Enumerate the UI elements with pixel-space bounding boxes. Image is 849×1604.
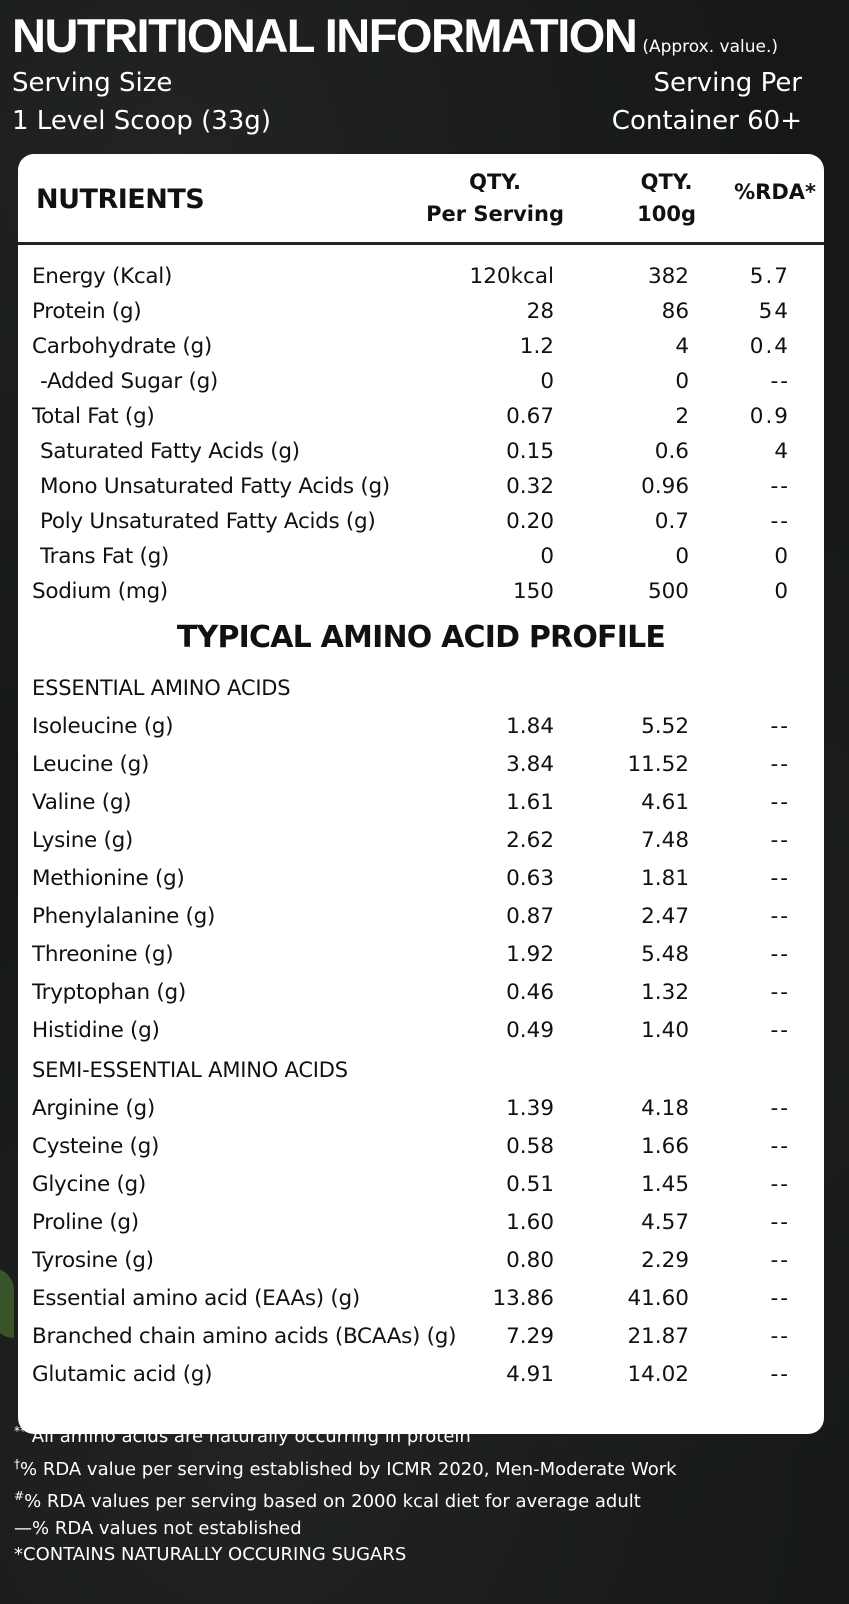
per-serving: 13.86	[492, 1286, 554, 1311]
footnote-mark: **	[14, 1424, 26, 1438]
rda: --	[770, 1134, 790, 1159]
per-serving: 0.87	[506, 904, 554, 929]
rda: --	[770, 752, 790, 777]
per-serving: 0.80	[506, 1248, 554, 1273]
footnote-line	[14, 1483, 814, 1516]
nutrient-name: Carbohydrate (g)	[32, 334, 212, 359]
per-100g: 14.02	[627, 1362, 689, 1387]
serving-size-label: Serving Size	[12, 68, 173, 98]
nutrient-name: Mono Unsaturated Fatty Acids (g)	[40, 474, 390, 499]
header-qty2-line2: 100g	[637, 202, 696, 226]
rda: --	[770, 1362, 790, 1387]
per-100g: 0.7	[654, 509, 689, 534]
values-per-serving-note: *Values per serving	[638, 1414, 814, 1435]
semi-essential-section-label: SEMI-ESSENTIAL AMINO ACIDS	[32, 1058, 348, 1082]
per-serving: 4.91	[506, 1362, 554, 1387]
footnote-mark: †	[14, 1456, 20, 1471]
per-100g: 2.29	[641, 1248, 689, 1273]
amino-name: Arginine (g)	[32, 1096, 155, 1121]
table-row	[18, 824, 824, 858]
rda: 5.7	[749, 264, 790, 289]
header-qty1-line2: Per Serving	[426, 202, 564, 226]
amino-name: Lysine (g)	[32, 828, 134, 853]
amino-name: Valine (g)	[32, 790, 132, 815]
label-header	[12, 8, 802, 148]
per-100g: 4.61	[641, 790, 689, 815]
essential-section-label: ESSENTIAL AMINO ACIDS	[32, 676, 291, 700]
header-qty1-line1: QTY.	[469, 170, 521, 194]
per-serving: 1.61	[506, 790, 554, 815]
table-row	[18, 748, 824, 782]
header-qty-per-serving	[426, 166, 564, 230]
per-100g: 41.60	[627, 1286, 689, 1311]
amino-name: Tyrosine (g)	[32, 1248, 154, 1273]
rda: 0.4	[749, 334, 790, 359]
serving-size-value: 1 Level Scoop (33g)	[12, 106, 271, 136]
rda: --	[770, 904, 790, 929]
rda: 0	[774, 579, 790, 604]
per-100g: 2	[675, 404, 689, 429]
per-100g: 1.45	[641, 1172, 689, 1197]
page-title: NUTRITIONAL INFORMATION	[12, 9, 637, 62]
nutrient-name: Energy (Kcal)	[32, 264, 173, 289]
rda: --	[770, 369, 790, 394]
per-serving: 0.32	[506, 474, 554, 499]
per-100g: 500	[647, 579, 689, 604]
amino-name: Branched chain amino acids (BCAAs) (g)	[32, 1324, 457, 1349]
table-row	[18, 1014, 824, 1048]
per-100g: 11.52	[627, 752, 689, 777]
table-row	[18, 295, 824, 329]
per-serving: 0.51	[506, 1172, 554, 1197]
amino-name: Proline (g)	[32, 1210, 139, 1235]
per-100g: 0.96	[641, 474, 689, 499]
rda: --	[770, 1248, 790, 1273]
rda: 0.9	[749, 404, 790, 429]
per-serving: 0.20	[506, 509, 554, 534]
rda: --	[770, 474, 790, 499]
rda: --	[770, 1324, 790, 1349]
table-row	[18, 1282, 824, 1316]
rda: --	[770, 714, 790, 739]
per-serving: 150	[512, 579, 554, 604]
per-serving: 2.62	[506, 828, 554, 853]
table-row	[18, 1320, 824, 1354]
amino-name: Phenylalanine (g)	[32, 904, 216, 929]
nutrient-name: Protein (g)	[32, 299, 142, 324]
serving-row	[12, 64, 802, 140]
nutrient-name: Total Fat (g)	[32, 404, 155, 429]
amino-name: Threonine (g)	[32, 942, 174, 967]
table-row	[18, 1092, 824, 1126]
footnote-line	[14, 1451, 814, 1484]
per-100g: 1.32	[641, 980, 689, 1005]
per-serving: 0.15	[506, 439, 554, 464]
leaf-decoration	[0, 1268, 14, 1338]
rda: --	[770, 866, 790, 891]
approx-note: (Approx. value.)	[642, 37, 778, 57]
table-row	[18, 1358, 824, 1392]
table-row	[18, 435, 824, 469]
table-row	[18, 862, 824, 896]
per-100g: 2.47	[641, 904, 689, 929]
nutrient-name: Trans Fat (g)	[40, 544, 170, 569]
rda: --	[770, 980, 790, 1005]
table-row	[18, 575, 824, 609]
table-row	[18, 900, 824, 934]
per-100g: 5.52	[641, 714, 689, 739]
per-serving: 1.60	[506, 1210, 554, 1235]
footnote-text: % RDA value per serving established by ICMR 2020, Men-Moderate Work	[20, 1458, 677, 1480]
table-row	[18, 260, 824, 294]
per-100g: 4.57	[641, 1210, 689, 1235]
table-row	[18, 365, 824, 399]
per-serving: 0	[540, 369, 554, 394]
amino-name: Histidine (g)	[32, 1018, 160, 1043]
per-serving: 0.58	[506, 1134, 554, 1159]
footnote-line: *CONTAINS NATURALLY OCCURING SUGARS	[14, 1544, 407, 1565]
amino-name: Isoleucine (g)	[32, 714, 174, 739]
amino-name: Glutamic acid (g)	[32, 1362, 213, 1387]
serving-per-container	[612, 64, 802, 140]
amino-name: Methionine (g)	[32, 866, 185, 891]
footnote-line: —% RDA values not established	[14, 1517, 302, 1539]
per-100g: 382	[647, 264, 689, 289]
table-row	[18, 470, 824, 504]
rda: 4	[774, 439, 790, 464]
per-serving: 1.2	[519, 334, 554, 359]
rda: --	[770, 1172, 790, 1197]
rda: --	[770, 790, 790, 815]
per-serving: 120kcal	[469, 264, 554, 289]
table-row	[18, 1130, 824, 1164]
table-row	[18, 540, 824, 574]
table-row	[18, 400, 824, 434]
rda: --	[770, 1286, 790, 1311]
table-row	[18, 505, 824, 539]
rda: --	[770, 1210, 790, 1235]
per-100g: 21.87	[627, 1324, 689, 1349]
footnote-text: % RDA values per serving based on 2000 kcal diet for average adult	[24, 1491, 641, 1512]
rda: --	[770, 942, 790, 967]
amino-profile-title: TYPICAL AMINO ACID PROFILE	[176, 620, 666, 655]
nutrient-name: Saturated Fatty Acids (g)	[40, 439, 300, 464]
header-qty-100g	[637, 166, 696, 230]
rda: --	[770, 1018, 790, 1043]
per-100g: 86	[661, 299, 689, 324]
per-100g: 1.66	[641, 1134, 689, 1159]
per-100g: 0	[675, 544, 689, 569]
amino-name: Glycine (g)	[32, 1172, 146, 1197]
per-serving: 0.49	[506, 1018, 554, 1043]
per-serving: 1.92	[506, 942, 554, 967]
per-100g: 7.48	[641, 828, 689, 853]
table-header	[18, 154, 824, 245]
table-row	[18, 1244, 824, 1278]
rda: --	[770, 509, 790, 534]
footnotes	[14, 1414, 814, 1569]
nutrient-name: Sodium (mg)	[32, 579, 168, 604]
rda: --	[770, 1096, 790, 1121]
table-row	[18, 710, 824, 744]
per-100g: 0	[675, 369, 689, 394]
per-100g: 1.40	[641, 1018, 689, 1043]
header-rda: %RDA*	[734, 180, 816, 204]
table-row	[18, 1206, 824, 1240]
per-serving: 0.46	[506, 980, 554, 1005]
per-100g: 4.18	[641, 1096, 689, 1121]
header-nutrients: NUTRIENTS	[36, 184, 205, 215]
footnote-mark: #	[14, 1489, 25, 1503]
header-qty2-line1: QTY.	[640, 170, 693, 194]
rda: 54	[758, 299, 790, 324]
amino-name: Cysteine (g)	[32, 1134, 160, 1159]
per-serving: 7.29	[506, 1324, 554, 1349]
table-row	[18, 938, 824, 972]
per-100g: 4	[675, 334, 689, 359]
serving-per-label: Serving Per	[653, 68, 802, 98]
amino-name: Tryptophan (g)	[32, 980, 186, 1005]
serving-size	[12, 64, 271, 140]
per-serving: 3.84	[506, 752, 554, 777]
per-serving: 0	[540, 544, 554, 569]
per-100g: 5.48	[641, 942, 689, 967]
title-row	[12, 8, 802, 64]
rda: --	[770, 828, 790, 853]
table-row	[18, 976, 824, 1010]
nutrition-table	[18, 154, 824, 1434]
per-serving: 1.84	[506, 714, 554, 739]
nutrient-name: Poly Unsaturated Fatty Acids (g)	[40, 509, 376, 534]
table-row	[18, 330, 824, 364]
table-row	[18, 1168, 824, 1202]
per-100g: 0.6	[654, 439, 689, 464]
per-serving: 28	[526, 299, 554, 324]
per-serving: 0.67	[506, 404, 554, 429]
nutrient-name: -Added Sugar (g)	[40, 369, 219, 394]
per-100g: 1.81	[641, 866, 689, 891]
amino-name: Essential amino acid (EAAs) (g)	[32, 1286, 360, 1311]
rda: 0	[774, 544, 790, 569]
amino-name: Leucine (g)	[32, 752, 150, 777]
serving-per-value: Container 60+	[611, 106, 802, 136]
per-serving: 0.63	[506, 866, 554, 891]
footnote-text: All amino acids are naturally occurring in protein	[26, 1426, 471, 1447]
table-row	[18, 786, 824, 820]
per-serving: 1.39	[506, 1096, 554, 1121]
